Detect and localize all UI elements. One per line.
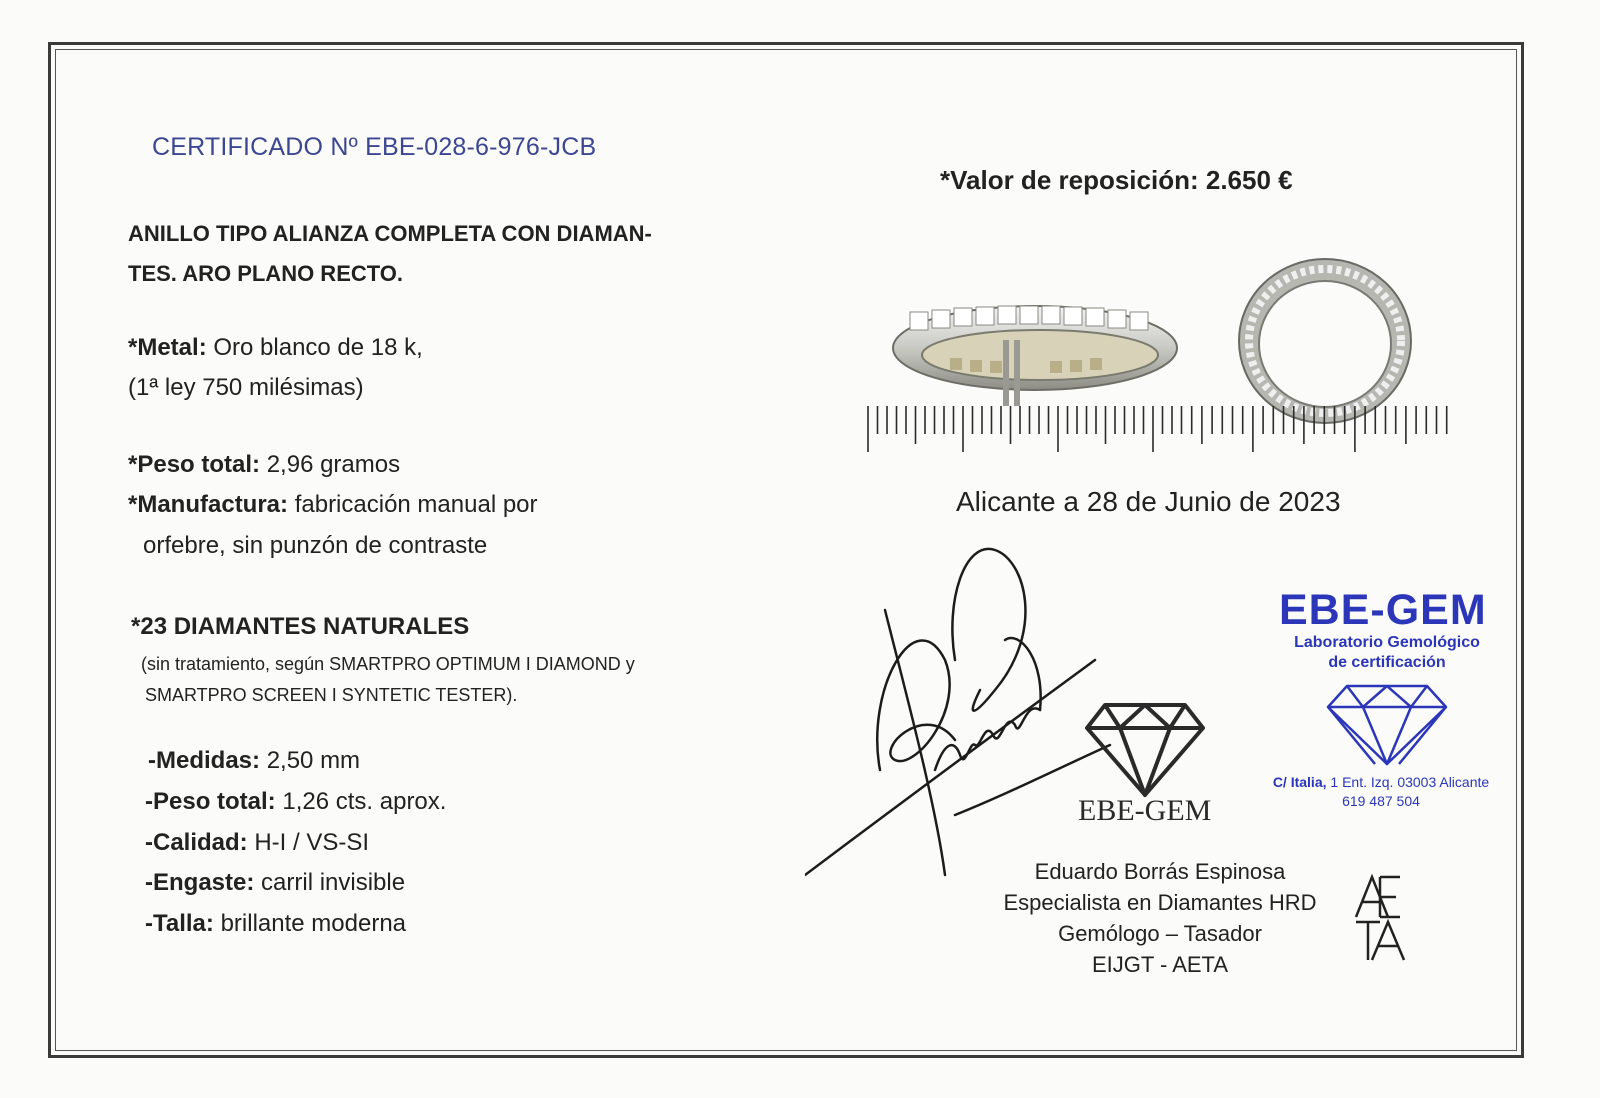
lab-subtitle-2: de certificación [1328, 654, 1446, 671]
spec-row [148, 747, 360, 775]
diamonds-note-1: (sin tratamiento, según SMARTPRO OPTIMUM I DIAMOND y [141, 654, 635, 674]
metal-value: Oro blanco de 18 k, [213, 334, 423, 361]
diamonds-heading: *23 DIAMANTES NATURALES [131, 613, 470, 640]
signer-block [990, 856, 1330, 980]
weight-value: 2,96 gramos [266, 451, 401, 478]
total-weight-row [128, 451, 400, 479]
lab-subtitle-1: Laboratorio Gemológico [1294, 634, 1480, 651]
spec-label: -Medidas: [148, 747, 261, 774]
spec-value: 2,50 mm [266, 747, 361, 774]
item-description [128, 214, 652, 294]
seal-text: EBE-GEM [1078, 794, 1212, 827]
manufacture-value-2: orfebre, sin punzón de contraste [143, 532, 488, 559]
ruler-scale [866, 404, 1458, 472]
signer-title-1: Especialista en Diamantes HRD [1003, 890, 1317, 915]
manufacture-value: fabricación manual por [294, 491, 538, 518]
spec-row [145, 869, 405, 897]
lab-address-line [1256, 773, 1506, 792]
diamond-seal-icon [1085, 700, 1205, 800]
ring-photo-side [890, 300, 1180, 410]
description-line-2: TES. ARO PLANO RECTO. [128, 261, 404, 286]
weight-label: *Peso total: [128, 451, 261, 478]
lab-diamond-icon [1325, 683, 1449, 767]
spec-row [145, 829, 369, 857]
place-date: Alicante a 28 de Junio de 2023 [956, 486, 1341, 517]
manufacture-row [128, 491, 538, 519]
spec-value: 1,26 cts. aprox. [282, 788, 447, 815]
manufacture-label: *Manufactura: [128, 491, 289, 518]
spec-value: carril invisible [261, 869, 406, 896]
lab-logo-title: EBE-GEM [1279, 586, 1487, 634]
spec-label: -Engaste: [145, 869, 255, 896]
spec-label: -Talla: [145, 910, 214, 937]
signer-title-3: EIJGT - AETA [1091, 952, 1229, 977]
address-street: C/ Italia, [1272, 774, 1327, 790]
spec-row [145, 910, 406, 938]
handwritten-signature [805, 540, 1125, 910]
ring-photo-front [1237, 256, 1423, 426]
signer-title-2: Gemólogo – Tasador [1058, 921, 1262, 946]
lab-logo-subtitle [1262, 633, 1512, 673]
lab-address [1256, 773, 1506, 811]
replacement-value: *Valor de reposición: 2.650 € [940, 165, 1293, 195]
metal-label: *Metal: [128, 334, 207, 361]
lab-phone: 619 487 504 [1342, 793, 1420, 809]
spec-label: -Peso total: [145, 788, 276, 815]
spec-row [145, 788, 446, 816]
certificate-number: CERTIFICADO Nº EBE-028-6-976-JCB [152, 133, 597, 161]
description-line-1: ANILLO TIPO ALIANZA COMPLETA CON DIAMAN- [128, 221, 652, 246]
metal-row [128, 334, 423, 362]
signer-name: Eduardo Borrás Espinosa [1034, 859, 1286, 884]
aeta-logo [1350, 872, 1406, 962]
metal-note: (1ª ley 750 milésimas) [128, 374, 364, 401]
diamonds-note-2: SMARTPRO SCREEN I SYNTETIC TESTER). [145, 685, 518, 705]
spec-value: H-I / VS-SI [254, 829, 370, 856]
address-rest: 1 Ent. Izq. 03003 Alicante [1326, 774, 1490, 790]
spec-value: brillante moderna [220, 910, 407, 937]
spec-label: -Calidad: [145, 829, 248, 856]
